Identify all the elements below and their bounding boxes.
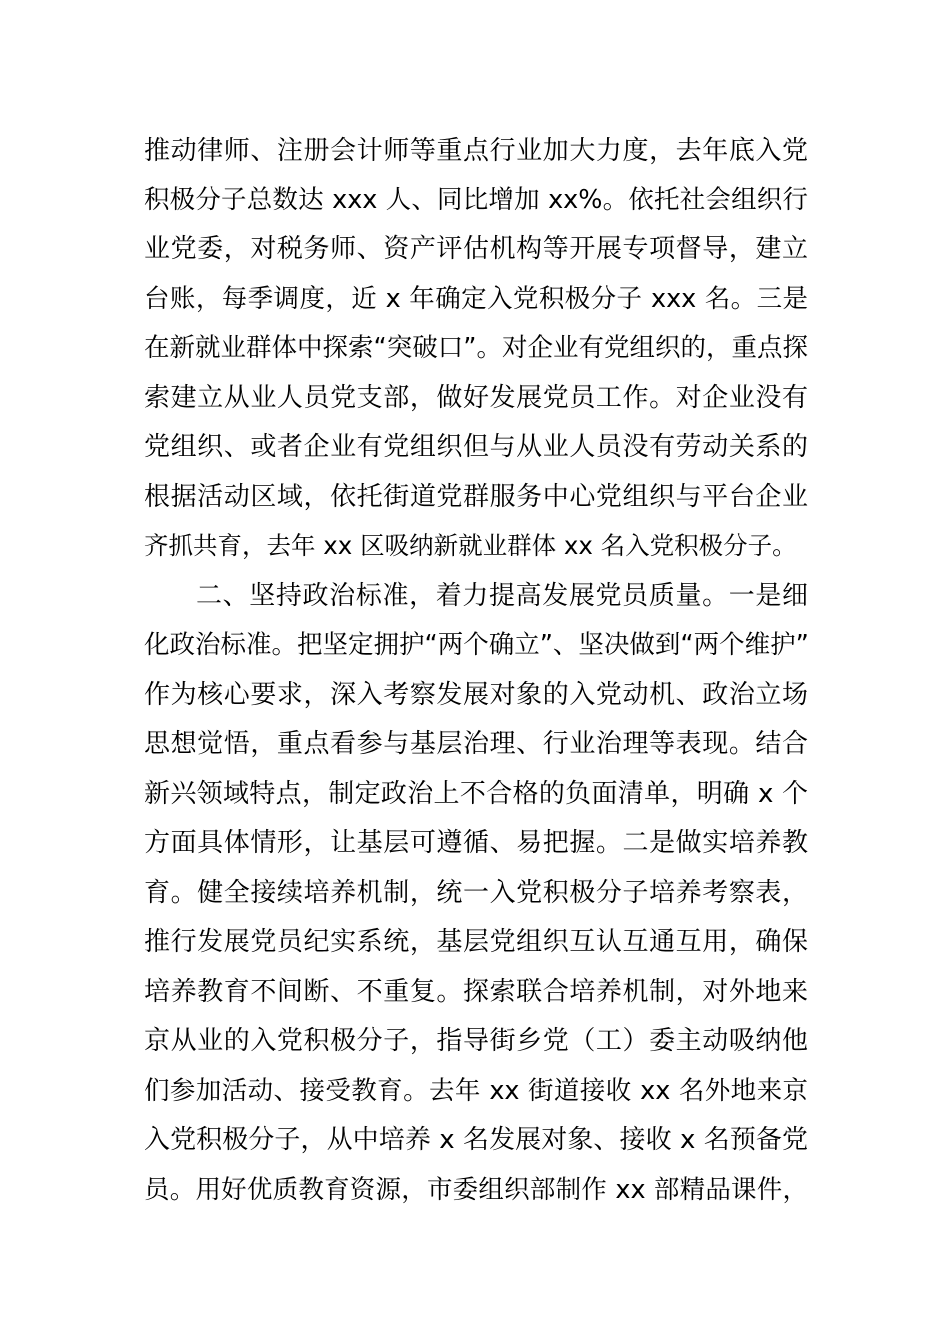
text-line-21: 入党积极分子，从中培养 x 名发展对象、接收 x 名预备党 xyxy=(144,1125,808,1155)
text-line-17: 推行发展党员纪实系统，基层党组织互认互通互用，确保 xyxy=(144,927,808,957)
text-line-9: 齐抓共育，去年 xx 区吸纳新就业群体 xx 名入党积极分子。 xyxy=(144,531,797,560)
text-line-15: 方面具体情形，让基层可遵循、易把握。二是做实培养教 xyxy=(144,828,808,858)
text-line-22: 员。用好优质教育资源，市委组织部制作 xx 部精品课件， xyxy=(144,1175,808,1205)
text-line-6: 索建立从业人员党支部，做好发展党员工作。对企业没有 xyxy=(144,383,808,413)
text-line-12: 作为核心要求，深入考察发展对象的入党动机、政治立场 xyxy=(144,680,808,710)
paragraph-2-first-line: 二、坚持政治标准，着力提高发展党员质量。一是细 xyxy=(196,581,808,611)
text-line-19: 京从业的入党积极分子，指导街乡党（工）委主动吸纳他 xyxy=(144,1026,808,1056)
text-line-14: 新兴领域特点，制定政治上不合格的负面清单，明确 x 个 xyxy=(144,779,808,809)
text-line-2: 积极分子总数达 xxx 人、同比增加 xx%。依托社会组织行 xyxy=(144,185,808,215)
text-line-1: 推动律师、注册会计师等重点行业加大力度，去年底入党 xyxy=(144,136,808,166)
text-line-4: 台账，每季调度，近 x 年确定入党积极分子 xxx 名。三是 xyxy=(144,284,808,314)
text-line-11: 化政治标准。把坚定拥护“两个确立”、坚决做到“两个维护” xyxy=(144,630,809,660)
text-line-5: 在新就业群体中探索“突破口”。对企业有党组织的，重点探 xyxy=(144,333,808,363)
text-line-16: 育。健全接续培养机制，统一入党积极分子培养考察表， xyxy=(144,878,808,908)
text-line-20: 们参加活动、接受教育。去年 xx 街道接收 xx 名外地来京 xyxy=(144,1076,808,1106)
text-line-18: 培养教育不间断、不重复。探索联合培养机制，对外地来 xyxy=(144,977,808,1007)
text-line-7: 党组织、或者企业有党组织但与从业人员没有劳动关系的 xyxy=(144,432,808,462)
text-line-13: 思想觉悟，重点看参与基层治理、行业治理等表现。结合 xyxy=(144,729,808,759)
text-line-8: 根据活动区域，依托街道党群服务中心党组织与平台企业 xyxy=(144,482,808,512)
text-line-3: 业党委，对税务师、资产评估机构等开展专项督导，建立 xyxy=(144,234,808,264)
